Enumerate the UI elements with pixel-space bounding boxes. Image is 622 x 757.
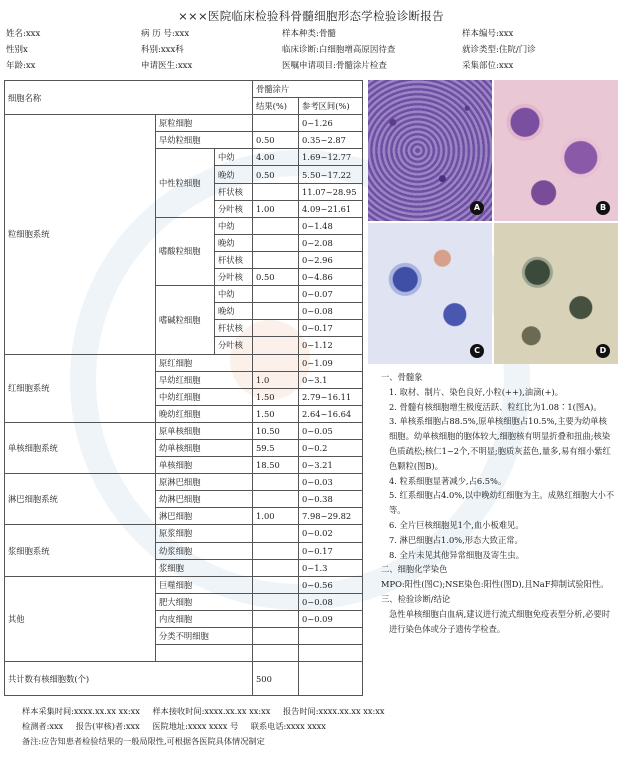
footer-row bbox=[22, 704, 617, 719]
info-dept: 科别:xxx科 bbox=[141, 45, 184, 55]
cell-ref: 0~1.48 bbox=[299, 217, 363, 234]
cell-result: 18.50 bbox=[253, 457, 299, 474]
footer-note: 备注:应告知患者检验结果的一般局限性,可根据各医院具体情况制定 bbox=[22, 736, 265, 746]
cell-ref: 0~2.96 bbox=[299, 251, 363, 268]
finding-item: 4. 粒系细胞显著减少,占6.5%。 bbox=[389, 475, 507, 486]
table-row bbox=[5, 422, 363, 439]
photo-label: D bbox=[596, 344, 610, 358]
cell-result bbox=[253, 286, 299, 303]
cell-count-table bbox=[4, 80, 363, 696]
header-cell-name: 细胞名称 bbox=[5, 81, 253, 115]
cell-ref: 0~1.09 bbox=[299, 354, 363, 371]
cell-ref: 0~3.1 bbox=[299, 371, 363, 388]
cell-name: 分叶核 bbox=[215, 337, 253, 354]
cell-name: 中幼红细胞 bbox=[156, 388, 253, 405]
info-row bbox=[6, 58, 616, 74]
cell-name: 晚幼 bbox=[215, 166, 253, 183]
finding-item: 7. 淋巴细胞占1.0%,形态大致正常。 bbox=[389, 534, 523, 545]
cell-name: 中幼 bbox=[215, 149, 253, 166]
info-doctor: 申请医生:xxx bbox=[141, 61, 193, 71]
cell-result: 1.00 bbox=[253, 508, 299, 525]
cell-result bbox=[253, 115, 299, 132]
findings-section bbox=[381, 370, 615, 636]
section-heading: 二、细胞化学染色 bbox=[381, 564, 448, 575]
cell-result: 1.50 bbox=[253, 405, 299, 422]
cell-result: 59.5 bbox=[253, 439, 299, 456]
cell-ref: 1.69~12.77 bbox=[299, 149, 363, 166]
cell-name: 淋巴细胞 bbox=[156, 508, 253, 525]
cell-ref: 2.64~16.64 bbox=[299, 405, 363, 422]
cell-result bbox=[253, 628, 299, 645]
cell-result bbox=[253, 354, 299, 371]
cell-name bbox=[156, 645, 253, 662]
total-ref bbox=[299, 662, 363, 696]
subgroup-neutrophil: 中性粒细胞 bbox=[156, 149, 215, 217]
cell-result: 10.50 bbox=[253, 422, 299, 439]
cell-ref: 0~0.08 bbox=[299, 303, 363, 320]
info-sample-no: 样本编号:xxx bbox=[462, 29, 514, 39]
cell-result bbox=[253, 217, 299, 234]
header-smear: 骨髓涂片 bbox=[253, 81, 363, 98]
cell-name: 杆状核 bbox=[215, 320, 253, 337]
hospital-address: 医院地址:xxxx xxxx 号 bbox=[152, 721, 239, 731]
report-footer bbox=[22, 704, 617, 749]
cell-name: 内皮细胞 bbox=[156, 610, 253, 627]
conclusion: 急性单核细胞白血病,建议进行流式细胞免疫表型分析,必要时进行染色体或分子遗传学检查。 bbox=[389, 608, 610, 634]
cell-name: 分叶核 bbox=[215, 269, 253, 286]
cell-ref: 0~3.21 bbox=[299, 457, 363, 474]
subgroup-basophil: 嗜碱粒细胞 bbox=[156, 286, 215, 354]
info-record: 病 历 号:xxx bbox=[141, 29, 190, 39]
photo-label: A bbox=[470, 201, 484, 215]
finding-item: 6. 全片巨核细胞见1个,血小板难见。 bbox=[389, 519, 524, 530]
report-title: ×××医院临床检验科骨髓细胞形态学检验诊断报告 bbox=[178, 9, 444, 23]
cell-result bbox=[253, 337, 299, 354]
cell-result bbox=[253, 610, 299, 627]
cell-name: 中幼 bbox=[215, 217, 253, 234]
finding-item: 8. 全片未见其他异常细胞及寄生虫。 bbox=[389, 549, 525, 560]
total-row bbox=[5, 662, 363, 696]
total-label: 共计数有核细胞数(个) bbox=[5, 662, 253, 696]
cell-name: 晚幼红细胞 bbox=[156, 405, 253, 422]
cell-ref: 7.98~29.82 bbox=[299, 508, 363, 525]
cell-result bbox=[253, 474, 299, 491]
cell-name: 原淋巴细胞 bbox=[156, 474, 253, 491]
group-erythroid: 红细胞系统 bbox=[5, 354, 156, 422]
cell-ref: 0~0.56 bbox=[299, 576, 363, 593]
finding-item: MPO:阳性(图C);NSE染色:阳性(图D),且NaF抑制试验阳性。 bbox=[381, 579, 609, 590]
reporter: 报告(审核)者:xxx bbox=[75, 721, 140, 731]
cell-result: 0.50 bbox=[253, 166, 299, 183]
cell-result: 1.50 bbox=[253, 388, 299, 405]
info-age: 年龄:xx bbox=[6, 61, 36, 71]
cell-result bbox=[253, 183, 299, 200]
finding-item: 1. 取材、制片、染色良好,小粒(++),油滴(+)。 bbox=[389, 386, 564, 397]
cell-name: 晚幼 bbox=[215, 234, 253, 251]
table-row bbox=[5, 115, 363, 132]
cell-name: 分叶核 bbox=[215, 200, 253, 217]
footer-row bbox=[22, 719, 617, 734]
cell-result bbox=[253, 234, 299, 251]
cell-name: 晚幼 bbox=[215, 303, 253, 320]
cell-name: 浆细胞 bbox=[156, 559, 253, 576]
section-heading: 三、检验诊断/结论 bbox=[381, 593, 451, 604]
cell-name: 幼淋巴细胞 bbox=[156, 491, 253, 508]
header-ref: 参考区间(%) bbox=[299, 98, 363, 115]
cell-ref: 4.09~21.61 bbox=[299, 200, 363, 217]
cell-result: 4.00 bbox=[253, 149, 299, 166]
cell-name: 幼浆细胞 bbox=[156, 542, 253, 559]
photo-label: B bbox=[596, 201, 610, 215]
cell-result bbox=[253, 645, 299, 662]
cell-name: 原红细胞 bbox=[156, 354, 253, 371]
micrograph-a bbox=[368, 80, 492, 221]
info-name: 姓名:xxx bbox=[6, 29, 41, 39]
cell-ref: 0~0.05 bbox=[299, 422, 363, 439]
info-sample-type: 样本种类:骨髓 bbox=[282, 29, 336, 39]
cell-name: 肥大细胞 bbox=[156, 593, 253, 610]
cell-result bbox=[253, 525, 299, 542]
cell-result bbox=[253, 303, 299, 320]
cell-ref: 0~0.08 bbox=[299, 593, 363, 610]
table-row bbox=[5, 576, 363, 593]
cell-name: 中幼 bbox=[215, 286, 253, 303]
cell-name: 单核细胞 bbox=[156, 457, 253, 474]
cell-ref: 0.35~2.87 bbox=[299, 132, 363, 149]
group-plasma: 浆细胞系统 bbox=[5, 525, 156, 576]
cell-result bbox=[253, 593, 299, 610]
finding-item: 2. 骨髓有核细胞增生极度活跃、粒红比为1.08∶1(图A)。 bbox=[389, 401, 602, 412]
table-row bbox=[5, 525, 363, 542]
finding-item: 3. 单核系细胞占88.5%,原单核细胞占10.5%,主要为幼单核细胞。幼单核细胞的胞体较大,细胞核有明显折叠和扭曲;核染色质疏松;核仁1~2个,不明显;胞质灰蓝色,量多,易有细小紫红色颗粒(图B)。 bbox=[389, 416, 611, 471]
cell-result bbox=[253, 542, 299, 559]
subgroup-eosinophil: 嗜酸粒细胞 bbox=[156, 217, 215, 285]
cell-result bbox=[253, 559, 299, 576]
photo-label: C bbox=[470, 344, 484, 358]
micrograph-b bbox=[494, 80, 618, 221]
cell-name: 幼单核细胞 bbox=[156, 439, 253, 456]
info-site: 采集部位:xxx bbox=[462, 61, 514, 71]
info-visit-type: 就诊类型:住院/门诊 bbox=[462, 45, 536, 55]
tester: 检测者:xxx bbox=[22, 721, 64, 731]
cell-ref: 0~1.3 bbox=[299, 559, 363, 576]
collect-time: 样本采集时间:xxxx.xx.xx xx:xx bbox=[22, 706, 140, 716]
cell-ref bbox=[299, 645, 363, 662]
cell-ref: 2.79~16.11 bbox=[299, 388, 363, 405]
micrograph-panel bbox=[368, 80, 618, 364]
cell-ref: 11.07~28.95 bbox=[299, 183, 363, 200]
cell-result bbox=[253, 251, 299, 268]
cell-name: 原单核细胞 bbox=[156, 422, 253, 439]
cell-ref: 0~0.17 bbox=[299, 542, 363, 559]
patient-info bbox=[6, 26, 616, 74]
cell-ref: 0~0.02 bbox=[299, 525, 363, 542]
cell-ref bbox=[299, 628, 363, 645]
cell-name: 分类不明细胞 bbox=[156, 628, 253, 645]
cell-ref: 0~1.26 bbox=[299, 115, 363, 132]
cell-ref: 0~4.86 bbox=[299, 269, 363, 286]
cell-result bbox=[253, 491, 299, 508]
contact-phone: 联系电话:xxxx xxxx bbox=[250, 721, 326, 731]
info-row bbox=[6, 26, 616, 42]
total-value: 500 bbox=[253, 662, 299, 696]
cell-ref: 0~0.07 bbox=[299, 286, 363, 303]
cell-ref: 0~2.08 bbox=[299, 234, 363, 251]
cell-name: 早幼红细胞 bbox=[156, 371, 253, 388]
cell-name: 早幼粒细胞 bbox=[156, 132, 253, 149]
micrograph-d bbox=[494, 223, 618, 364]
table-row bbox=[5, 474, 363, 491]
info-order: 医嘱申请项目:骨髓涂片检查 bbox=[282, 61, 387, 71]
group-lymphocyte: 淋巴细胞系统 bbox=[5, 474, 156, 525]
info-row bbox=[6, 42, 616, 58]
group-granulocyte: 粒细胞系统 bbox=[5, 115, 156, 354]
receive-time: 样本接收时间:xxxx.xx.xx xx:xx bbox=[152, 706, 271, 716]
section-heading: 一、骨髓象 bbox=[381, 372, 423, 382]
cell-result: 1.0 bbox=[253, 371, 299, 388]
cell-name: 原粒细胞 bbox=[156, 115, 253, 132]
report-time: 报告时间:xxxx.xx.xx xx:xx bbox=[282, 706, 385, 716]
info-diagnosis: 临床诊断:白细胞增高原因待查 bbox=[282, 45, 396, 55]
table-row bbox=[5, 354, 363, 371]
cell-name: 巨噬细胞 bbox=[156, 576, 253, 593]
cell-result: 0.50 bbox=[253, 269, 299, 286]
header-result: 结果(%) bbox=[253, 98, 299, 115]
cell-name: 杆状核 bbox=[215, 183, 253, 200]
cell-name: 原浆细胞 bbox=[156, 525, 253, 542]
cell-result: 0.50 bbox=[253, 132, 299, 149]
cell-ref: 5.50~17.22 bbox=[299, 166, 363, 183]
finding-item: 5. 红系细胞占4.0%,以中晚幼红细胞为主。成熟红细胞大小不等。 bbox=[389, 490, 615, 516]
cell-ref: 0~1.12 bbox=[299, 337, 363, 354]
info-sex: 性别x bbox=[6, 45, 28, 55]
cell-result bbox=[253, 576, 299, 593]
table-header-row bbox=[5, 81, 363, 98]
cell-ref: 0~0.17 bbox=[299, 320, 363, 337]
cell-ref: 0~0.03 bbox=[299, 474, 363, 491]
cell-result bbox=[253, 320, 299, 337]
cell-ref: 0~0.2 bbox=[299, 439, 363, 456]
cell-ref: 0~0.09 bbox=[299, 610, 363, 627]
micrograph-c bbox=[368, 223, 492, 364]
cell-result: 1.00 bbox=[253, 200, 299, 217]
cell-ref: 0~0.38 bbox=[299, 491, 363, 508]
cell-name: 杆状核 bbox=[215, 251, 253, 268]
group-other: 其他 bbox=[5, 576, 156, 661]
group-monocyte: 单核细胞系统 bbox=[5, 422, 156, 473]
